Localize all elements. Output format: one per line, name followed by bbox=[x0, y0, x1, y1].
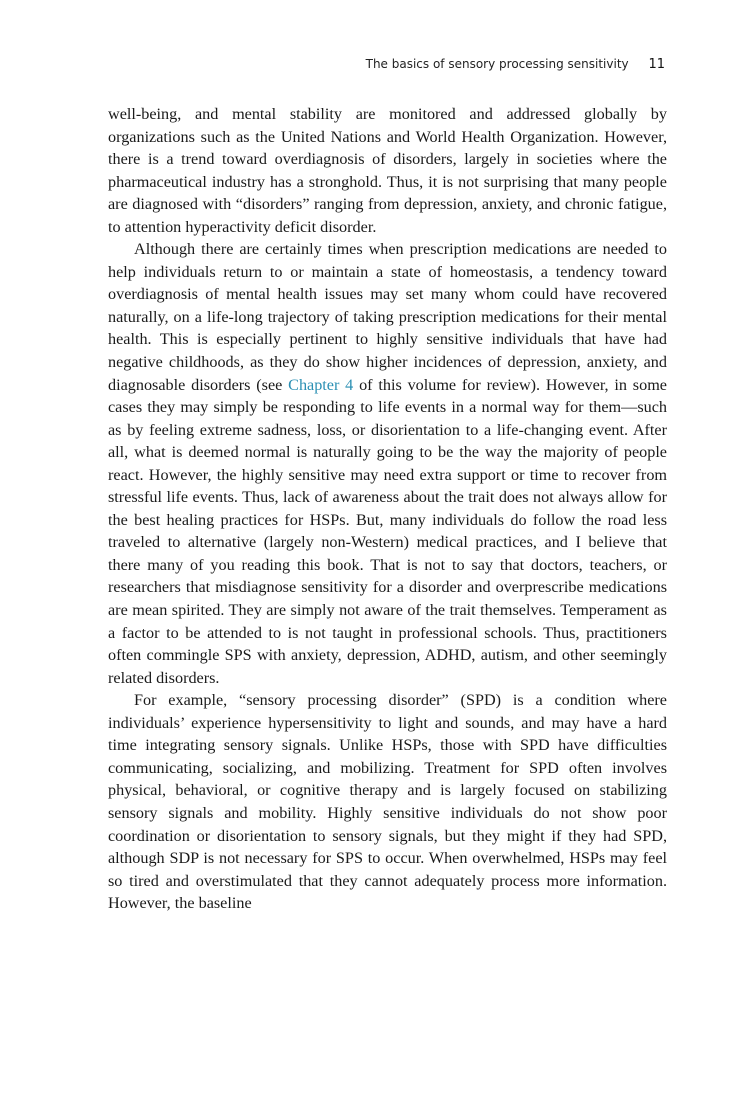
running-header bbox=[108, 56, 665, 73]
paragraph-2 bbox=[108, 238, 667, 689]
body-text bbox=[108, 103, 667, 915]
paragraph-2-part-2: of this volume for review). However, in some cases they may simply be responding to life events in a normal way for them—such as by feeling extreme sadness, loss, or disorientation to a life-changing event. After all, what is deemed normal is naturally going to be the way the majority of people react. However, the highly sensitive may need extra support or time to recover from stressful life events. Thus, lack of awareness about the trait does not always allow for the best healing practices for HSPs. But, many individuals do follow the road less traveled to alternative (largely non-Western) medical practices, and I believe that there many of you reading this book. That is not to say that doctors, teachers, or researchers that misdiagnose sensitivity for a disorder and overprescribe medications are mean spirited. They are simply not aware of the trait themselves. Temperament as a factor to be attended to is not taught in professional schools. Thus, practitioners often commingle SPS with anxiety, depression, ADHD, autism, and other seemingly related disorders. bbox=[108, 375, 667, 687]
chapter-4-link[interactable]: Chapter 4 bbox=[288, 375, 354, 394]
paragraph-3: For example, “sensory processing disorder” (SPD) is a condition where individuals’ experience hypersensitivity to light and sounds, and may have a hard time integrating sensory signals. Unlike HSPs, those with SPD have difficulties communicating, socializing, and mobilizing. Treatment for SPD often involves physical, behavioral, or cognitive therapy and is largely focused on stabilizing sensory signals and mobility. Highly sensitive individuals do not show poor coordination or disorientation to sensory signals, but they might if they had SPD, although SDP is not necessary for SPS to occur. When overwhelmed, HSPs may feel so tired and overstimulated that they cannot adequately process more information. However, the baseline bbox=[108, 691, 667, 913]
paragraph-2-part-1: Although there are certainly times when prescription medications are needed to help individuals return to or maintain a state of homeostasis, a tendency toward overdiagnosis of mental health issues may set many whom could have recovered naturally, on a life-long trajectory of taking prescription medications for their mental health. This is especially pertinent to highly sensitive individuals that have had negative childhoods, as they do show higher incidences of depression, anxiety, and diagnosable disorders (see bbox=[108, 240, 667, 394]
running-title: The basics of sensory processing sensitivity bbox=[365, 57, 629, 71]
paragraph-1: well-being, and mental stability are monitored and addressed globally by organizations such as the United Nations and World Health Organization. However, there is a trend toward overdiagnosis of disorders, largely in societies where the pharmaceutical industry has a stronghold. Thus, it is not surprising that many people are diagnosed with “disorders” ranging from depression, anxiety, and chronic fatigue, to attention hyperactivity deficit disorder. bbox=[108, 105, 667, 236]
page-number: 11 bbox=[648, 57, 665, 72]
